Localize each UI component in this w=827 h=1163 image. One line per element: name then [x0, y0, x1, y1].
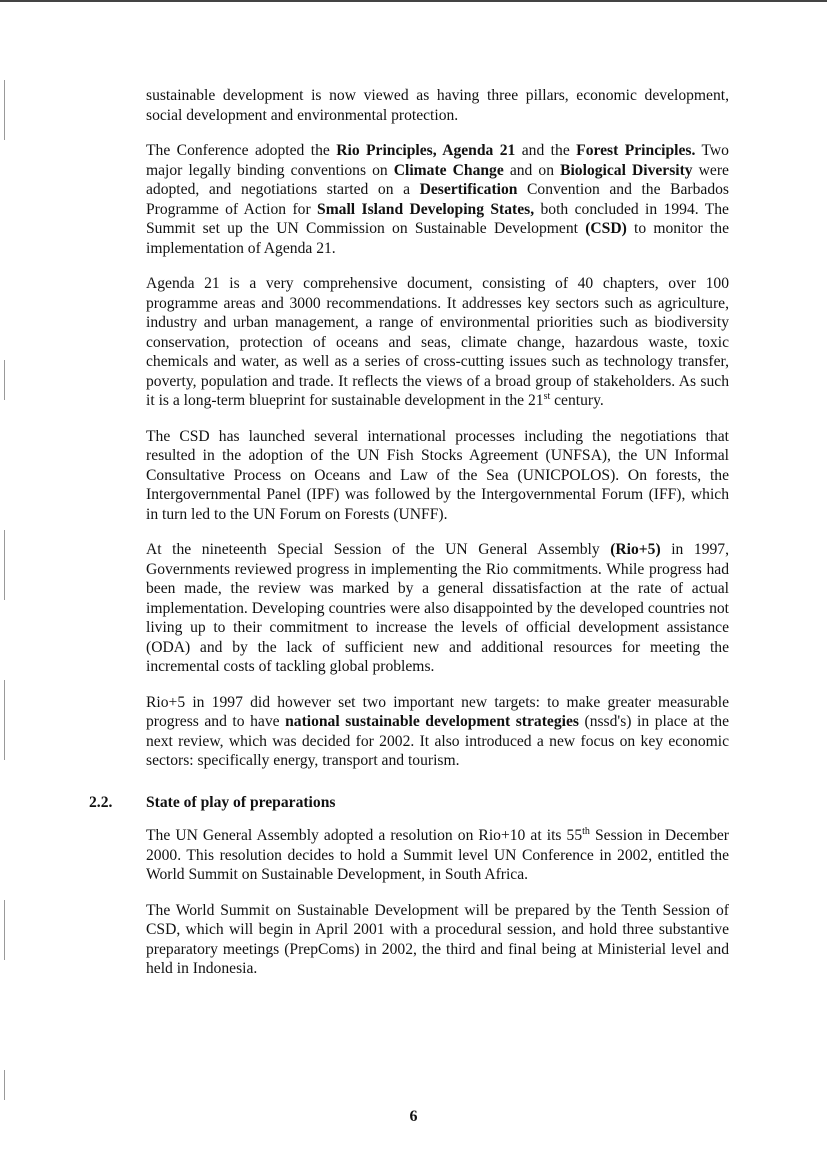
paragraph [146, 274, 729, 411]
text-run: The Conference adopted the [146, 142, 337, 159]
paragraph [146, 693, 729, 771]
text-run: At the nineteenth Special Session of the UN General Assembly [146, 541, 611, 558]
text-run: Rio+5 in 1997 did however set two important new targets: to make greater measurable progress and to have [146, 693, 729, 730]
text-run: (nssd's) in place at the next review, which was decided for 2002. It also introduced a new focus on key economic sectors: specifically energy, transport and tourism. [146, 713, 729, 769]
paragraph [146, 86, 729, 125]
text-run: sustainable development is now viewed as having three pillars, economic development, social development and environmental protection. [146, 87, 729, 124]
text-run: to monitor the implementation of Agenda 21. [146, 220, 729, 257]
document-body [89, 86, 729, 995]
section-title: State of play of preparations [146, 793, 336, 811]
section-number: 2.2. [89, 793, 113, 811]
bold-text: national sustainable development strategies [285, 713, 579, 730]
paragraph [146, 141, 729, 258]
text-run: century. [550, 392, 604, 409]
text-run: The World Summit on Sustainable Development will be prepared by the Tenth Session of CSD, which will begin in April 2001 with a procedural session, and hold three substantive preparatory meetings (PrepComs) in 2002, the third and final being at Ministerial level and held in Indonesia. [146, 901, 729, 977]
bold-text: Forest Principles. [576, 142, 696, 159]
text-run: Convention and the Barbados Programme of Action for [146, 181, 729, 218]
text-run: Two major legally binding conventions on [146, 142, 729, 179]
text-run: Agenda 21 is a very comprehensive document, consisting of 40 chapters, over 100 programme areas and 3000 recommendations. It addresses key sectors such as agriculture, industry and urban management, a range of environmental priorities such as biodiversity conservation, protection of oceans and seas, climate change, hazardous waste, toxic chemicals and water, as well as a series of cross-cutting issues such as technology transfer, poverty, population and trade. It reflects the views of a broad group of stakeholders. As such it is a long-term blueprint for sustainable development in the 21 [146, 275, 729, 409]
paragraph [146, 427, 729, 525]
paragraph [146, 901, 729, 979]
superscript: th [582, 825, 590, 837]
superscript: st [543, 390, 551, 402]
paragraph [146, 540, 729, 677]
bold-text: Climate Change [393, 161, 504, 179]
text-run: The UN General Assembly adopted a resolution on Rio+10 at its 55 [146, 827, 583, 844]
bold-text: Biological Diversity [560, 161, 693, 179]
text-run: both concluded in 1994. The Summit set up the UN Commission on Sustainable Development [146, 200, 729, 237]
top-rule [0, 0, 827, 2]
bold-text: (CSD) [585, 220, 627, 237]
bold-text: Desertification [419, 181, 518, 198]
section-heading [89, 793, 729, 813]
text-run: Session in December 2000. This resolution decides to hold a Summit level UN Conference in 2002, entitled the World Summit on Sustainable Development, in South Africa. [146, 827, 729, 883]
paragraph [146, 826, 729, 885]
section-paragraphs [146, 826, 729, 979]
bold-text: (Rio+5) [610, 541, 661, 558]
bold-text: Small Island Developing States, [317, 200, 535, 218]
page-number: 6 [409, 1108, 418, 1125]
scan-margin-marks [0, 60, 40, 1120]
text-run: and on [503, 161, 561, 179]
text-run: The CSD has launched several international processes including the negotiations that resulted in the adoption of the UN Fish Stocks Agreement (UNFSA), the UN Informal Consultative Process on Oceans and Law of the Sea (UNICPOLOS). On forests, the Intergovernmental Panel (IPF) was followed by the Intergovernmental Forum (IFF), which in turn led to the UN Forum on Forests (UNFF). [146, 427, 729, 523]
intro-paragraphs [146, 86, 729, 771]
bold-text: Rio Principles, Agenda 21 [336, 142, 516, 159]
text-run: in 1997, Governments reviewed progress in implementing the Rio commitments. While progress had been made, the review was marked by a general dissatisfaction at the rate of actual implementation. Developing countries were also disappointed by the developed countries not living up to their commitment to increase the levels of official development assistance (ODA) and by the lack of sufficient new and additional resources for meeting the incremental costs of tackling global problems. [146, 541, 729, 675]
text-run: were adopted, and negotiations started on a [146, 161, 729, 198]
text-run: and the [515, 142, 577, 159]
